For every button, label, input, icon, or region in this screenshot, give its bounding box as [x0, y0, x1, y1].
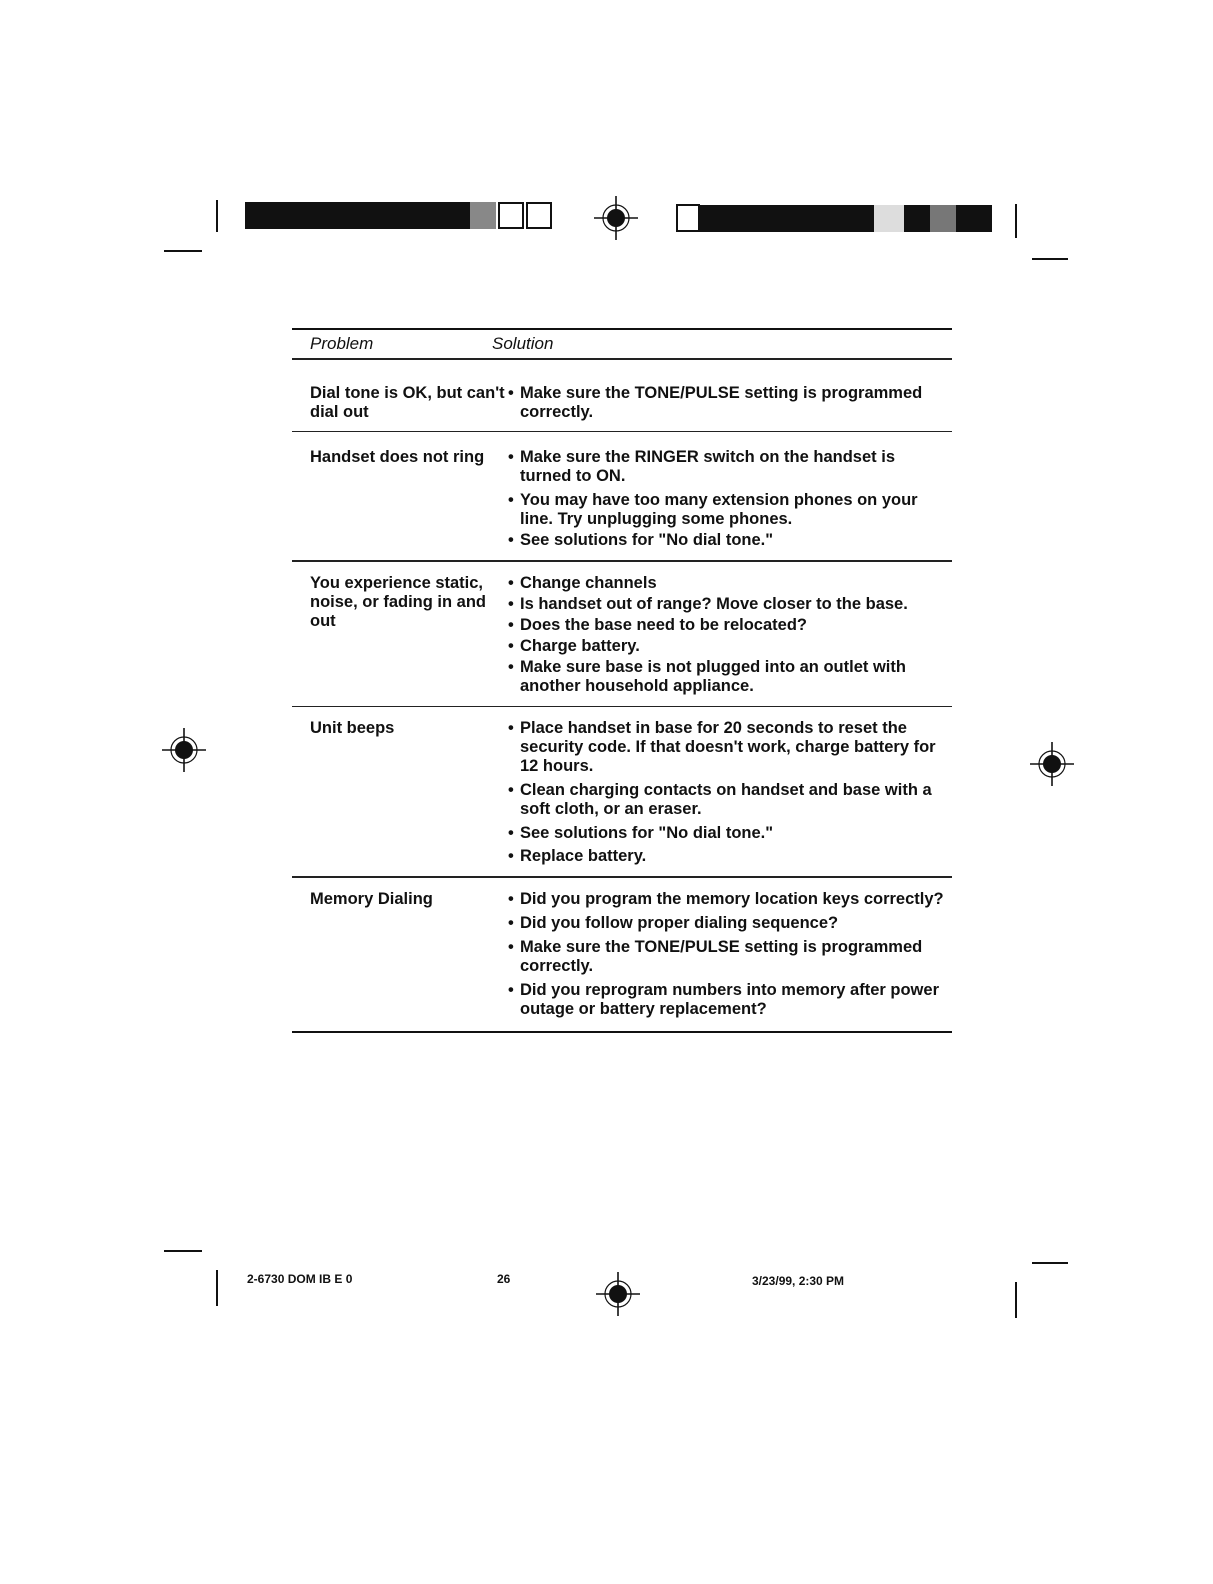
solution-cell — [508, 574, 952, 696]
registration-mark-right-icon — [1030, 742, 1074, 786]
solution-item — [508, 595, 946, 614]
solution-text: Replace battery. — [520, 847, 647, 865]
solution-item — [508, 890, 946, 909]
footer-page-number: 26 — [497, 1272, 511, 1286]
solution-cell — [508, 448, 952, 550]
problem-cell: You experience static, noise, or fading in and out — [310, 573, 487, 630]
bullet-icon: • — [508, 847, 514, 865]
bullet-icon: • — [508, 448, 514, 466]
solution-item — [508, 637, 946, 656]
table-row — [292, 360, 952, 431]
solution-text: Charge battery. — [520, 636, 640, 655]
problem-cell: Unit beeps — [310, 719, 395, 737]
solution-text: Did you reprogram numbers into memory after power outage or battery replacement? — [520, 980, 939, 1018]
solution-item — [508, 981, 946, 1019]
crop-mark-bottom-left-h — [164, 1250, 202, 1252]
solution-item — [508, 616, 946, 635]
solution-text: Place handset in base for 20 seconds to reset the security code. If that doesn't work, charge battery for 12 hours. — [520, 719, 936, 775]
crop-mark-top-left-h — [164, 250, 202, 252]
table-row — [292, 432, 952, 560]
color-bar-left — [245, 202, 470, 229]
bullet-icon: • — [508, 531, 514, 549]
header-solution: Solution — [492, 334, 554, 353]
table-row — [292, 707, 952, 876]
solution-text: Make sure the RINGER switch on the handset is turned to ON. — [520, 448, 895, 485]
solution-text: Clean charging contacts on handset and base with a soft cloth, or an eraser. — [520, 781, 932, 818]
crop-mark-bottom-left — [216, 1270, 218, 1306]
solution-cell — [508, 384, 952, 422]
solution-item — [508, 531, 946, 550]
solution-text: Did you program the memory location keys correctly? — [520, 889, 944, 908]
header-problem: Problem — [310, 334, 374, 353]
color-bar-left-gray-patch — [470, 202, 496, 229]
solution-text: Did you follow proper dialing sequence? — [520, 913, 839, 932]
solution-item — [508, 574, 946, 593]
bullet-icon: • — [508, 657, 514, 676]
crop-mark-bottom-right — [1015, 1282, 1017, 1318]
solution-text: You may have too many extension phones on your line. Try unplugging some phones. — [520, 491, 918, 528]
solution-text: See solutions for "No dial tone." — [520, 531, 774, 549]
bullet-icon: • — [508, 573, 514, 592]
table-row — [292, 878, 952, 1031]
crop-mark-top-right-h — [1032, 258, 1068, 260]
solution-item — [508, 847, 946, 866]
color-bar-right-light-patch — [874, 205, 904, 232]
color-bar-left-box-2 — [526, 202, 552, 229]
solution-text: Make sure the TONE/PULSE setting is programmed correctly. — [520, 383, 923, 421]
table-header — [292, 330, 952, 358]
bullet-icon: • — [508, 719, 514, 737]
troubleshooting-table — [292, 328, 952, 1033]
registration-mark-top-icon — [594, 196, 638, 240]
solution-item — [508, 719, 946, 776]
solution-item — [508, 914, 946, 933]
color-bar-right-gray-patch — [930, 205, 956, 232]
bullet-icon: • — [508, 980, 514, 999]
solution-text: See solutions for "No dial tone." — [520, 824, 774, 842]
crop-mark-top-left — [216, 200, 218, 232]
solution-item — [508, 658, 946, 696]
bullet-icon: • — [508, 913, 514, 932]
solution-text: Change channels — [520, 573, 657, 592]
solution-cell — [508, 719, 952, 866]
bullet-icon: • — [508, 889, 514, 908]
bullet-icon: • — [508, 636, 514, 655]
bullet-icon: • — [508, 615, 514, 634]
registration-mark-left-icon — [162, 728, 206, 772]
bullet-icon: • — [508, 594, 514, 613]
registration-mark-bottom-icon — [596, 1272, 640, 1316]
bullet-icon: • — [508, 781, 514, 799]
problem-cell: Memory Dialing — [310, 889, 433, 908]
solution-cell — [508, 890, 952, 1019]
solution-item — [508, 384, 946, 422]
row-divider — [292, 1031, 952, 1033]
bullet-icon: • — [508, 937, 514, 956]
solution-item — [508, 781, 946, 819]
solution-item — [508, 938, 946, 976]
bullet-icon: • — [508, 824, 514, 842]
footer-date-time: 3/23/99, 2:30 PM — [752, 1274, 845, 1288]
solution-text: Does the base need to be relocated? — [520, 615, 807, 634]
solution-item — [508, 824, 946, 843]
solution-text: Make sure base is not plugged into an outlet with another household appliance. — [520, 657, 906, 695]
crop-mark-bottom-right-h — [1032, 1262, 1068, 1264]
crop-mark-top-right — [1015, 204, 1017, 238]
solution-text: Make sure the TONE/PULSE setting is programmed correctly. — [520, 937, 923, 975]
problem-cell: Dial tone is OK, but can't dial out — [310, 383, 505, 421]
table-body — [292, 360, 952, 1033]
solution-item — [508, 448, 946, 486]
color-bar-right-box — [676, 204, 700, 232]
problem-cell: Handset does not ring — [310, 448, 485, 466]
solution-item — [508, 491, 946, 529]
bullet-icon: • — [508, 383, 514, 402]
table-row — [292, 562, 952, 706]
footer-doc-id: 2-6730 DOM IB E 0 — [247, 1272, 353, 1286]
color-bar-left-box-1 — [498, 202, 524, 229]
solution-text: Is handset out of range? Move closer to the base. — [520, 594, 908, 613]
bullet-icon: • — [508, 491, 514, 509]
